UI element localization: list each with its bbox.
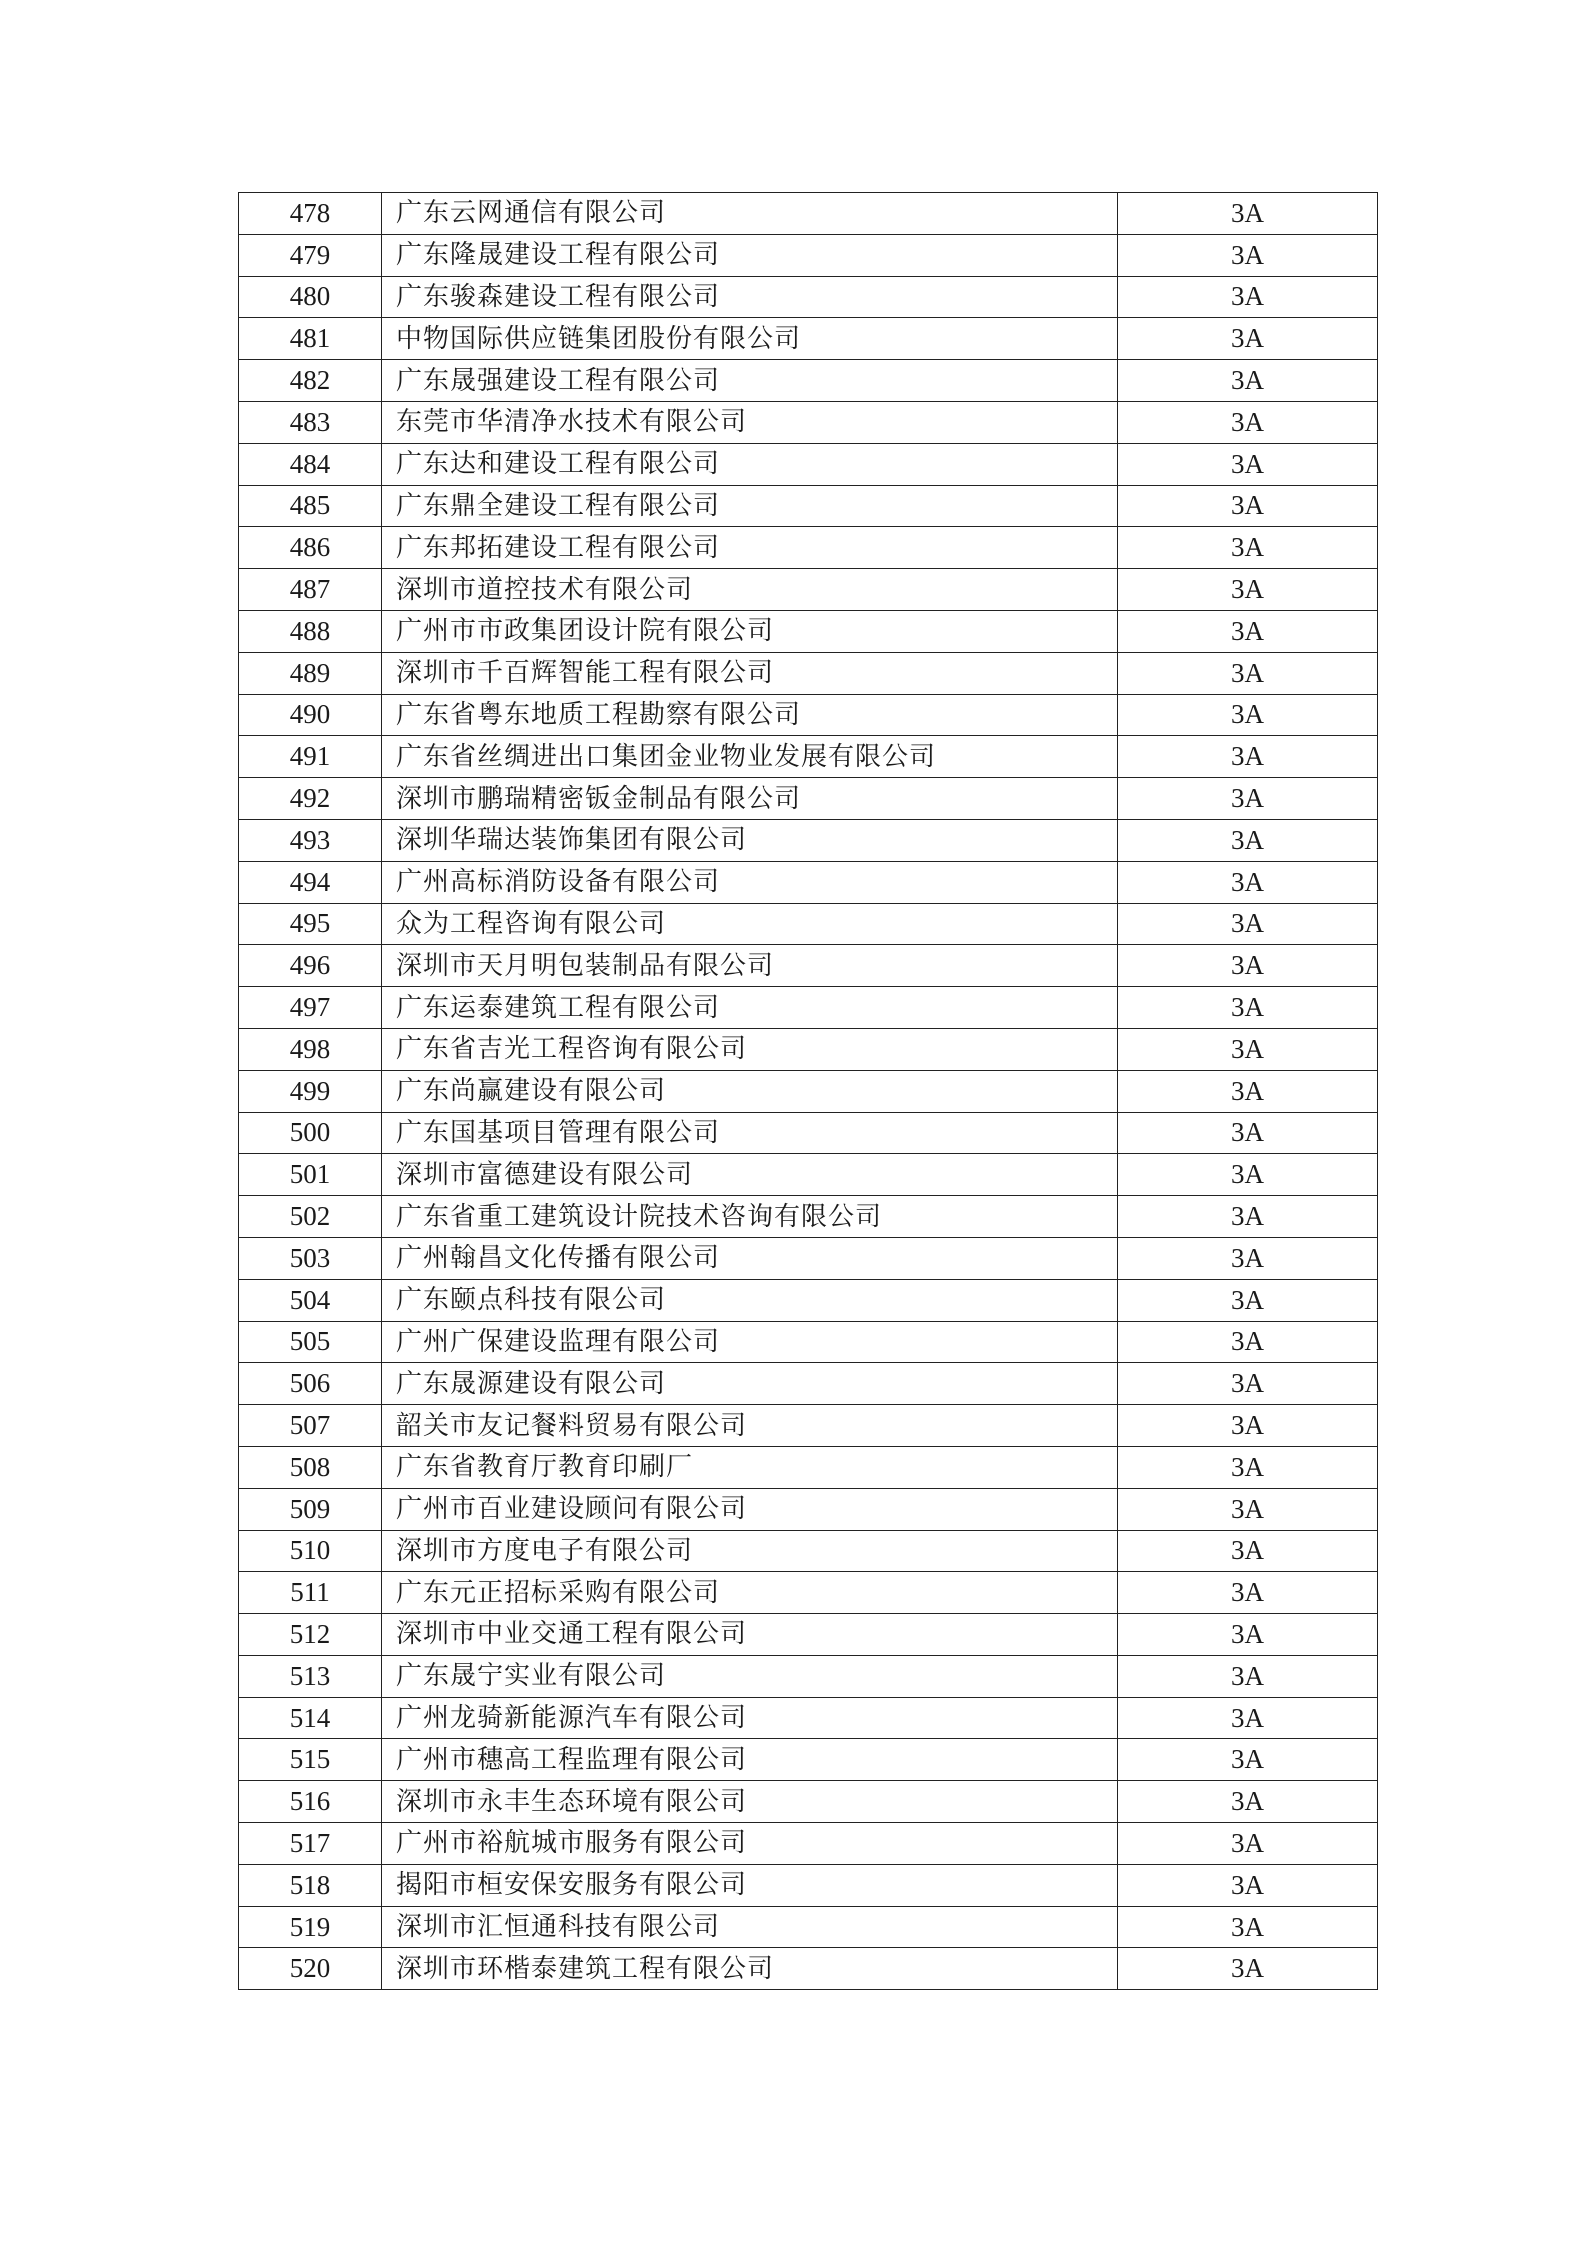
company-name-cell: 深圳市鹏瑞精密钣金制品有限公司 (382, 778, 1118, 820)
company-name-cell: 广州龙骑新能源汽车有限公司 (382, 1697, 1118, 1739)
credit-grade-cell: 3A (1118, 234, 1378, 276)
table-row (239, 1446, 1378, 1488)
company-name-cell: 揭阳市桓安保安服务有限公司 (382, 1864, 1118, 1906)
credit-grade-cell: 3A (1118, 1530, 1378, 1572)
table-row (239, 652, 1378, 694)
company-name-cell: 广东尚赢建设有限公司 (382, 1070, 1118, 1112)
row-number-cell: 500 (239, 1112, 382, 1154)
row-number-cell: 517 (239, 1823, 382, 1865)
company-name-cell: 广东邦拓建设工程有限公司 (382, 527, 1118, 569)
credit-grade-cell: 3A (1118, 1697, 1378, 1739)
row-number-cell: 509 (239, 1488, 382, 1530)
table-row (239, 569, 1378, 611)
credit-grade-cell: 3A (1118, 276, 1378, 318)
row-number-cell: 482 (239, 360, 382, 402)
company-name-cell: 广东云网通信有限公司 (382, 193, 1118, 235)
table-row (239, 903, 1378, 945)
credit-grade-cell: 3A (1118, 527, 1378, 569)
row-number-cell: 490 (239, 694, 382, 736)
company-name-cell: 广东运泰建筑工程有限公司 (382, 987, 1118, 1029)
table-row (239, 694, 1378, 736)
table-row (239, 1572, 1378, 1614)
credit-grade-cell: 3A (1118, 485, 1378, 527)
company-name-cell: 广州市市政集团设计院有限公司 (382, 610, 1118, 652)
table-row (239, 1028, 1378, 1070)
credit-grade-cell: 3A (1118, 318, 1378, 360)
credit-grade-cell: 3A (1118, 1028, 1378, 1070)
company-name-cell: 广州高标消防设备有限公司 (382, 861, 1118, 903)
table-row (239, 1279, 1378, 1321)
table-row (239, 234, 1378, 276)
company-name-cell: 广州市裕航城市服务有限公司 (382, 1823, 1118, 1865)
credit-grade-cell: 3A (1118, 1321, 1378, 1363)
credit-grade-cell: 3A (1118, 694, 1378, 736)
row-number-cell: 520 (239, 1948, 382, 1990)
table-row (239, 1363, 1378, 1405)
company-name-cell: 深圳市天月明包装制品有限公司 (382, 945, 1118, 987)
company-name-cell: 深圳市环楷泰建筑工程有限公司 (382, 1948, 1118, 1990)
company-name-cell: 深圳市道控技术有限公司 (382, 569, 1118, 611)
credit-grade-cell: 3A (1118, 1196, 1378, 1238)
credit-grade-cell: 3A (1118, 1614, 1378, 1656)
row-number-cell: 481 (239, 318, 382, 360)
table-row (239, 401, 1378, 443)
table-row (239, 1906, 1378, 1948)
table-row (239, 945, 1378, 987)
company-name-cell: 韶关市友记餐料贸易有限公司 (382, 1405, 1118, 1447)
company-name-cell: 广东国基项目管理有限公司 (382, 1112, 1118, 1154)
company-name-cell: 广东晟源建设有限公司 (382, 1363, 1118, 1405)
credit-grade-cell: 3A (1118, 569, 1378, 611)
row-number-cell: 516 (239, 1781, 382, 1823)
credit-grade-cell: 3A (1118, 360, 1378, 402)
credit-grade-cell: 3A (1118, 1948, 1378, 1990)
company-name-cell: 深圳市方度电子有限公司 (382, 1530, 1118, 1572)
credit-grade-cell: 3A (1118, 1823, 1378, 1865)
table-row (239, 443, 1378, 485)
company-name-cell: 广东晟宁实业有限公司 (382, 1655, 1118, 1697)
credit-grade-cell: 3A (1118, 861, 1378, 903)
company-name-cell: 广东省粤东地质工程勘察有限公司 (382, 694, 1118, 736)
row-number-cell: 504 (239, 1279, 382, 1321)
row-number-cell: 513 (239, 1655, 382, 1697)
table-row (239, 1321, 1378, 1363)
row-number-cell: 486 (239, 527, 382, 569)
company-name-cell: 广东骏森建设工程有限公司 (382, 276, 1118, 318)
company-name-cell: 东莞市华清净水技术有限公司 (382, 401, 1118, 443)
company-name-cell: 广州广保建设监理有限公司 (382, 1321, 1118, 1363)
credit-grade-cell: 3A (1118, 903, 1378, 945)
company-name-cell: 深圳市汇恒通科技有限公司 (382, 1906, 1118, 1948)
table-row (239, 1697, 1378, 1739)
company-name-cell: 广东省重工建筑设计院技术咨询有限公司 (382, 1196, 1118, 1238)
table-row (239, 1948, 1378, 1990)
company-name-cell: 深圳市永丰生态环境有限公司 (382, 1781, 1118, 1823)
row-number-cell: 510 (239, 1530, 382, 1572)
row-number-cell: 488 (239, 610, 382, 652)
credit-grade-cell: 3A (1118, 1237, 1378, 1279)
table-row (239, 527, 1378, 569)
credit-grade-cell: 3A (1118, 1446, 1378, 1488)
row-number-cell: 514 (239, 1697, 382, 1739)
table-row (239, 1154, 1378, 1196)
table-row (239, 1405, 1378, 1447)
company-name-cell: 广东元正招标采购有限公司 (382, 1572, 1118, 1614)
company-name-cell: 中物国际供应链集团股份有限公司 (382, 318, 1118, 360)
table-body (239, 193, 1378, 1990)
credit-grade-cell: 3A (1118, 819, 1378, 861)
table-row (239, 1196, 1378, 1238)
company-name-cell: 广东鼎全建设工程有限公司 (382, 485, 1118, 527)
table-row (239, 360, 1378, 402)
row-number-cell: 506 (239, 1363, 382, 1405)
table-row (239, 778, 1378, 820)
table-row (239, 610, 1378, 652)
table-row (239, 819, 1378, 861)
company-name-cell: 广东省丝绸进出口集团金业物业发展有限公司 (382, 736, 1118, 778)
company-name-cell: 深圳市中业交通工程有限公司 (382, 1614, 1118, 1656)
credit-grade-cell: 3A (1118, 1405, 1378, 1447)
table-row (239, 1070, 1378, 1112)
company-name-cell: 广东晟强建设工程有限公司 (382, 360, 1118, 402)
table-row (239, 1781, 1378, 1823)
row-number-cell: 502 (239, 1196, 382, 1238)
table-row (239, 276, 1378, 318)
row-number-cell: 491 (239, 736, 382, 778)
credit-grade-cell: 3A (1118, 1906, 1378, 1948)
credit-grade-cell: 3A (1118, 945, 1378, 987)
credit-grade-cell: 3A (1118, 1781, 1378, 1823)
table-row (239, 1864, 1378, 1906)
credit-grade-cell: 3A (1118, 443, 1378, 485)
credit-grade-cell: 3A (1118, 610, 1378, 652)
row-number-cell: 492 (239, 778, 382, 820)
company-name-cell: 深圳市富德建设有限公司 (382, 1154, 1118, 1196)
credit-grade-cell: 3A (1118, 193, 1378, 235)
table-row (239, 1739, 1378, 1781)
row-number-cell: 499 (239, 1070, 382, 1112)
table-row (239, 1112, 1378, 1154)
table-row (239, 987, 1378, 1029)
company-name-cell: 广州市百业建设顾问有限公司 (382, 1488, 1118, 1530)
row-number-cell: 508 (239, 1446, 382, 1488)
company-name-cell: 深圳华瑞达装饰集团有限公司 (382, 819, 1118, 861)
table-row (239, 1655, 1378, 1697)
row-number-cell: 515 (239, 1739, 382, 1781)
row-number-cell: 484 (239, 443, 382, 485)
row-number-cell: 479 (239, 234, 382, 276)
credit-grade-cell: 3A (1118, 1070, 1378, 1112)
company-name-cell: 广东省教育厅教育印刷厂 (382, 1446, 1118, 1488)
company-name-cell: 众为工程咨询有限公司 (382, 903, 1118, 945)
table-row (239, 1237, 1378, 1279)
credit-grade-cell: 3A (1118, 652, 1378, 694)
row-number-cell: 518 (239, 1864, 382, 1906)
credit-grade-cell: 3A (1118, 1572, 1378, 1614)
table-row (239, 861, 1378, 903)
table-row (239, 1823, 1378, 1865)
credit-grade-cell: 3A (1118, 1363, 1378, 1405)
row-number-cell: 478 (239, 193, 382, 235)
company-name-cell: 广东达和建设工程有限公司 (382, 443, 1118, 485)
company-name-cell: 广东隆晟建设工程有限公司 (382, 234, 1118, 276)
table-row (239, 318, 1378, 360)
row-number-cell: 519 (239, 1906, 382, 1948)
row-number-cell: 507 (239, 1405, 382, 1447)
company-name-cell: 广州翰昌文化传播有限公司 (382, 1237, 1118, 1279)
table-row (239, 1614, 1378, 1656)
credit-grade-cell: 3A (1118, 1279, 1378, 1321)
credit-grade-cell: 3A (1118, 1864, 1378, 1906)
row-number-cell: 496 (239, 945, 382, 987)
credit-grade-cell: 3A (1118, 778, 1378, 820)
credit-grade-cell: 3A (1118, 1488, 1378, 1530)
table-row (239, 1530, 1378, 1572)
company-rating-table (238, 192, 1378, 1990)
table-row (239, 193, 1378, 235)
company-name-cell: 广东颐点科技有限公司 (382, 1279, 1118, 1321)
table-row (239, 1488, 1378, 1530)
row-number-cell: 497 (239, 987, 382, 1029)
row-number-cell: 503 (239, 1237, 382, 1279)
row-number-cell: 511 (239, 1572, 382, 1614)
credit-grade-cell: 3A (1118, 1154, 1378, 1196)
row-number-cell: 489 (239, 652, 382, 694)
row-number-cell: 498 (239, 1028, 382, 1070)
company-name-cell: 深圳市千百辉智能工程有限公司 (382, 652, 1118, 694)
company-name-cell: 广州市穗高工程监理有限公司 (382, 1739, 1118, 1781)
company-name-cell: 广东省吉光工程咨询有限公司 (382, 1028, 1118, 1070)
row-number-cell: 505 (239, 1321, 382, 1363)
row-number-cell: 487 (239, 569, 382, 611)
table-row (239, 485, 1378, 527)
row-number-cell: 495 (239, 903, 382, 945)
row-number-cell: 494 (239, 861, 382, 903)
row-number-cell: 485 (239, 485, 382, 527)
row-number-cell: 493 (239, 819, 382, 861)
row-number-cell: 483 (239, 401, 382, 443)
credit-grade-cell: 3A (1118, 987, 1378, 1029)
credit-grade-cell: 3A (1118, 1739, 1378, 1781)
row-number-cell: 480 (239, 276, 382, 318)
row-number-cell: 501 (239, 1154, 382, 1196)
credit-grade-cell: 3A (1118, 1655, 1378, 1697)
credit-grade-cell: 3A (1118, 401, 1378, 443)
credit-grade-cell: 3A (1118, 736, 1378, 778)
row-number-cell: 512 (239, 1614, 382, 1656)
table-row (239, 736, 1378, 778)
credit-grade-cell: 3A (1118, 1112, 1378, 1154)
